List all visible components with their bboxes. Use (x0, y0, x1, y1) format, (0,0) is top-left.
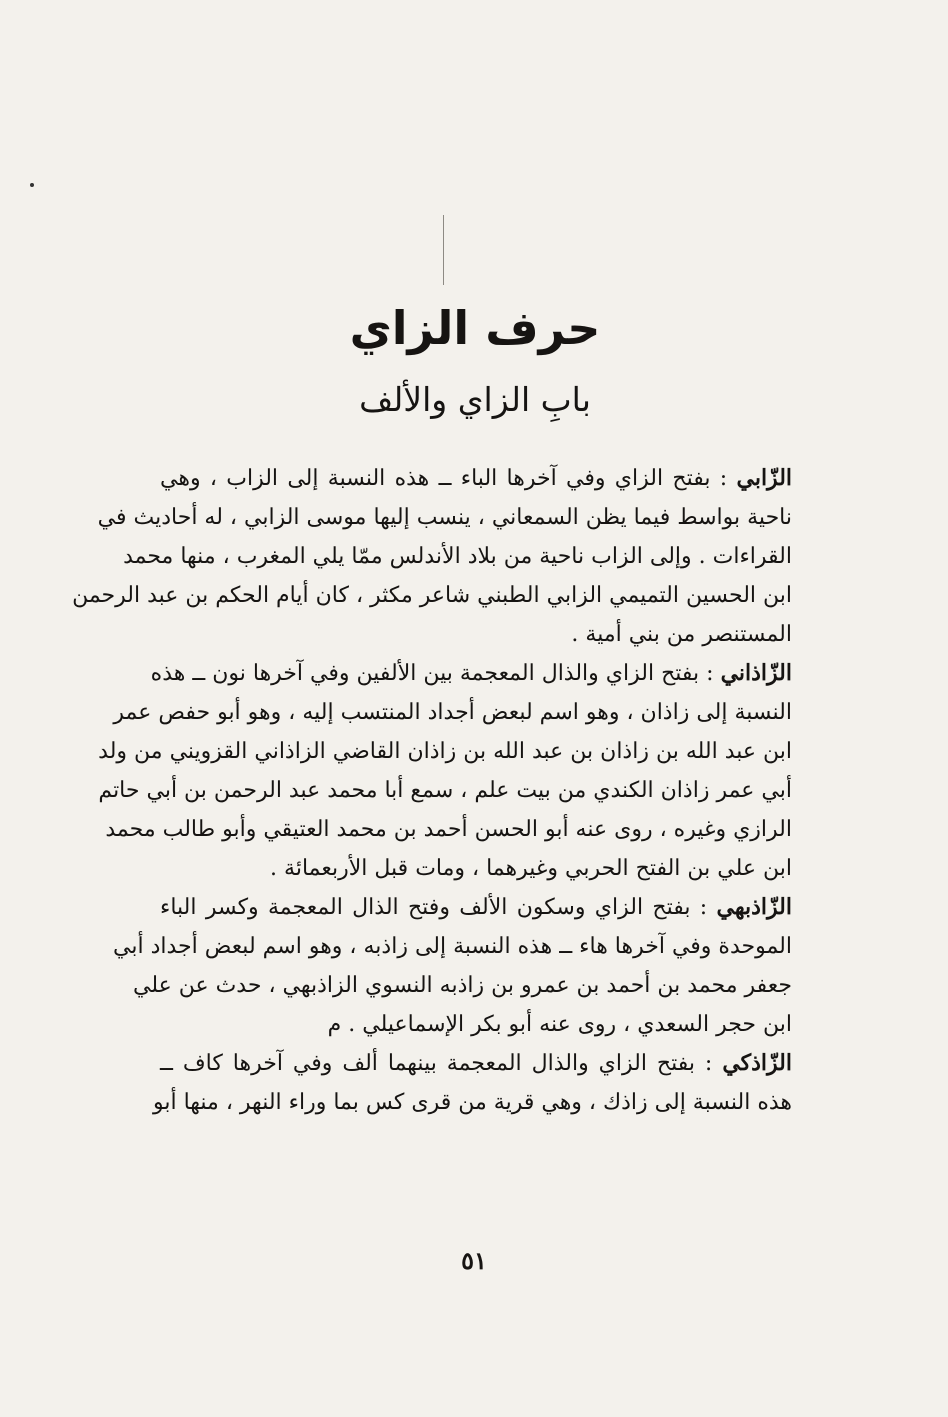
entry-text: : بفتح الزاي والذال المعجمة بينهما ألف وفي آخرها كاف ــ (160, 1051, 713, 1076)
entry-line: الرازي وغيره ، روى عنه أبو الحسن أحمد بن محمد العتيقي وأبو طالب محمد (105, 817, 792, 842)
entry-line (150, 654, 792, 693)
entry-line: ابن حجر السعدي ، روى عنه أبو بكر الإسماعيلي . م (327, 1012, 792, 1037)
entry-line: الموحدة وفي آخرها هاء ــ هذه النسبة إلى زاذبه ، وهو اسم لبعض أجداد أبي (113, 934, 792, 959)
entry-line (160, 888, 792, 927)
entry-text: : بفتح الزاي وسكون الألف وفتح الذال المعجمة وكسر الباء (160, 895, 708, 920)
chapter-title: حرف الزاي (349, 301, 601, 355)
entry-text: : بفتح الزاي والذال المعجمة بين الألفين وفي آخرها نون ــ هذه (150, 661, 714, 686)
ink-speck (30, 183, 34, 187)
section-title: بابِ الزاي والألف (359, 380, 591, 419)
gutter-line (443, 215, 444, 285)
entry-line (160, 1044, 792, 1083)
entry-head: الزّاذبهي (716, 894, 792, 920)
entry-line: ناحية بواسط فيما يظن السمعاني ، ينسب إليها موسى الزابي ، له أحاديث في (97, 505, 792, 530)
entry-line: هذه النسبة إلى زاذك ، وهي قرية من قرى كس بما وراء النهر ، منها أبو (152, 1090, 792, 1115)
entry-line: أبي عمر زاذان الكندي من بيت علم ، سمع أبا محمد عبد الرحمن بن أبي حاتم (98, 778, 792, 803)
entry-line: جعفر محمد بن أحمد بن عمرو بن زاذبه النسوي الزاذبهي ، حدث عن علي (132, 973, 792, 998)
entry-head: الزّاذاني (720, 660, 792, 686)
entry-line: ابن عبد الله بن زاذان بن عبد الله بن زاذان القاضي الزاذاني القزويني من ولد (98, 739, 792, 764)
entry-line (160, 459, 792, 498)
entry-line: ابن علي بن الفتح الحربي وغيرهما ، ومات قبل الأربعمائة . (270, 856, 792, 881)
entry-line: النسبة إلى زاذان ، وهو اسم لبعض أجداد المنتسب إليه ، وهو أبو حفص عمر (113, 700, 792, 725)
entry-text: : بفتح الزاي وفي آخرها الباء ــ هذه النسبة إلى الزاب ، وهي (160, 466, 728, 491)
entry-line: القراءات . وإلى الزاب ناحية من بلاد الأندلس ممّا يلي المغرب ، منها محمد (123, 544, 792, 569)
entry-head: الزّاذكي (722, 1050, 792, 1076)
entry-line: المستنصر من بني أمية . (571, 622, 792, 647)
page-number: ٥١ (461, 1246, 487, 1275)
entries-body (72, 459, 793, 1122)
entry-line: ابن الحسين التميمي الزابي الطبني شاعر مكثر ، كان أيام الحكم بن عبد الرحمن (72, 583, 792, 608)
entry-head: الزّابي (736, 465, 793, 491)
